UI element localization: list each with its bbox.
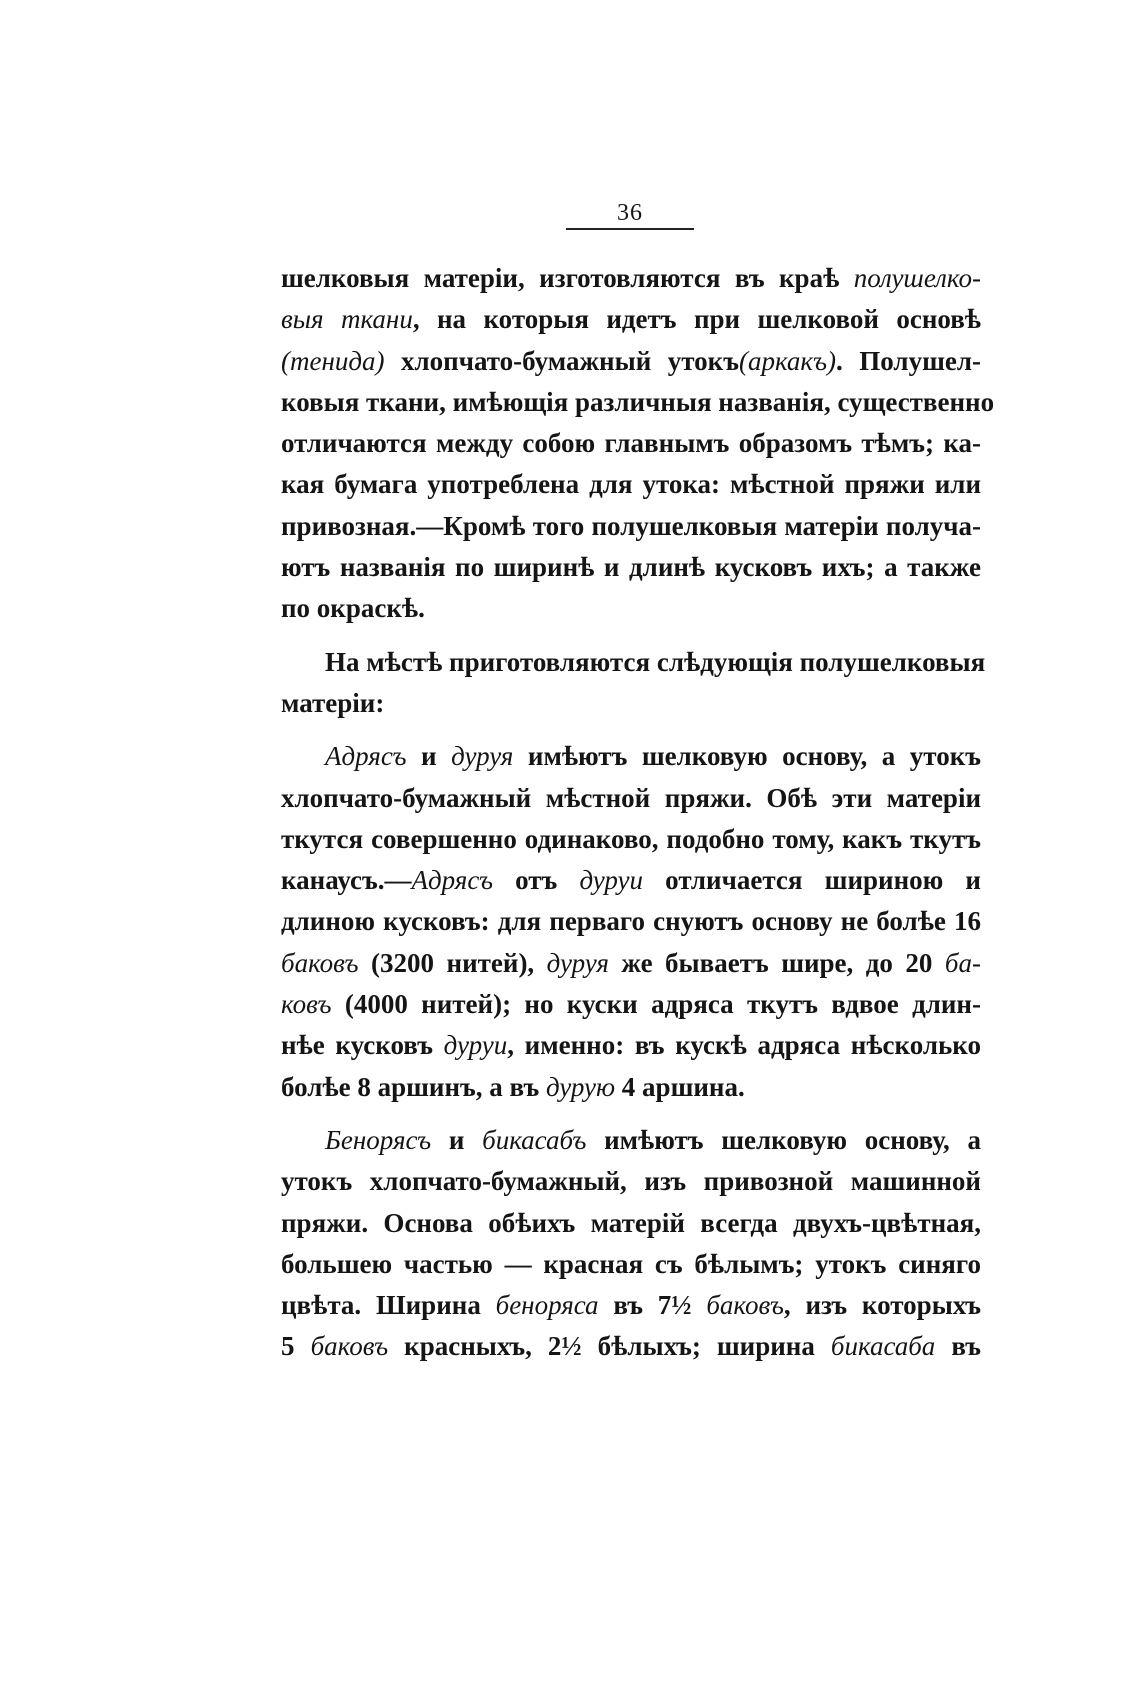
text-segment: , именно: въ кускѣ адряса нѣсколько (507, 1030, 981, 1061)
text-segment: . Полушел- (836, 345, 981, 376)
text-segment: имѣютъ шелковую основу, а (586, 1124, 981, 1155)
text-line (281, 860, 981, 901)
text-line (281, 736, 981, 777)
text-segment: и (431, 1124, 483, 1155)
italic-term: дурую (545, 1071, 616, 1102)
text-segment: (3200 нитей), (358, 947, 547, 978)
text-line (281, 464, 981, 505)
italic-term: баковъ (310, 1331, 389, 1362)
text-segment: и (406, 741, 452, 772)
italic-term: бикасаба (830, 1331, 936, 1362)
text-line (281, 1025, 981, 1066)
text-line (281, 1285, 981, 1326)
text-line (281, 943, 981, 984)
italic-term: дуруя (451, 741, 514, 772)
text-segment: матеріи: (281, 687, 385, 718)
paragraph (281, 1120, 981, 1368)
paragraph (281, 258, 995, 630)
text-line (281, 423, 981, 464)
text-segment: болѣе 8 аршинъ, а въ (281, 1071, 546, 1102)
text-line (281, 547, 981, 588)
text-line (281, 819, 981, 860)
text-segment: цвѣта. Ширина (281, 1290, 496, 1321)
paragraph-gap (281, 1108, 981, 1120)
text-line (281, 1161, 981, 1202)
paragraph (281, 736, 981, 1108)
text-segment: же бываетъ шире, до 20 (608, 947, 945, 978)
text-segment: имѣютъ шелковую основу, а утокъ (513, 741, 981, 772)
text-line (281, 683, 981, 724)
text-segment: въ 7½ (598, 1290, 707, 1321)
italic-term: ковъ (281, 989, 332, 1020)
italic-term: Бенорясъ (325, 1124, 432, 1155)
text-segment: , на которыя идетъ при шелковой основѣ (412, 304, 981, 335)
paragraph-gap (281, 724, 981, 736)
text-line (281, 1120, 981, 1161)
text-line (281, 382, 995, 423)
italic-term: бикасабъ (482, 1124, 587, 1155)
italic-term: дуруя (546, 947, 609, 978)
text-segment: На мѣстѣ приготовляются слѣдующія полушелковыя (325, 646, 986, 677)
text-segment: отъ (492, 865, 580, 896)
italic-term: (тенида) (281, 345, 385, 376)
text-segment: , изъ которыхъ (783, 1290, 981, 1321)
text-segment: ткутся совершенно одинаково, подобно тому, какъ ткутъ (281, 823, 981, 854)
italic-term: баковъ (706, 1290, 784, 1321)
text-line (281, 258, 981, 299)
text-segment: нѣе кусковъ (281, 1030, 444, 1061)
text-line (281, 588, 981, 629)
text-segment: шелковыя матеріи, изготовляются въ краѣ (281, 263, 854, 293)
text-line (281, 642, 986, 683)
page-number: 36 (617, 200, 643, 226)
text-segment: въ (935, 1331, 982, 1362)
page-number-rule (566, 228, 694, 230)
text-segment: хлопчато-бумажный утокъ (384, 345, 739, 376)
text-segment: кая бумага употреблена для утока: мѣстной пряжи или (281, 469, 981, 500)
text-line (281, 299, 981, 340)
text-segment: канаусъ.— (281, 865, 412, 896)
text-segment: отличается шириною и (643, 865, 981, 896)
text-segment: по окраскѣ. (281, 593, 425, 624)
text-segment: большею частью — красная съ бѣлымъ; утокъ синяго (281, 1248, 981, 1279)
text-segment: пряжи. Основа обѣихъ матерій всегда двухъ-цвѣтная, (281, 1207, 981, 1238)
text-line (281, 1244, 981, 1285)
italic-term: Адрясъ (325, 741, 407, 772)
text-line (281, 1203, 981, 1244)
text-segment: 4 аршина. (615, 1071, 745, 1102)
italic-term: дуруи (579, 865, 644, 896)
italic-term: (аркакъ) (738, 345, 837, 376)
text-line (281, 506, 981, 547)
text-line (281, 1067, 981, 1108)
text-segment: ютъ названія по ширинѣ и длинѣ кусковъ ихъ; а также (281, 552, 981, 583)
text-segment: привозная.—Кромѣ того полушелковыя матеріи получа- (281, 510, 981, 541)
italic-term: ба- (944, 947, 981, 978)
italic-term: Адрясъ (411, 865, 493, 896)
text-segment: длиною кусковъ: для перваго снуютъ основу не болѣе 16 (281, 906, 981, 937)
italic-term: выя ткани (281, 304, 413, 335)
text-segment: красныхъ, 2½ бѣлыхъ; ширина (388, 1331, 831, 1362)
text-line (281, 341, 981, 382)
text-segment: ковыя ткани, имѣющія различныя названія, существенно (281, 386, 995, 417)
paragraph (281, 642, 986, 725)
text-line (281, 984, 981, 1025)
text-segment: хлопчато-бумажный мѣстной пряжи. Обѣ эти матеріи (281, 782, 981, 813)
text-segment: 5 (281, 1331, 311, 1362)
text-line (281, 1326, 981, 1367)
text-line (281, 901, 981, 942)
body-text (281, 258, 995, 1368)
text-segment: отличаются между собою главнымъ образомъ тѣмъ; ка- (281, 428, 981, 459)
paragraph-gap (281, 630, 981, 642)
text-line (281, 778, 981, 819)
text-segment: утокъ хлопчато-бумажный, изъ привозной машинной (281, 1166, 981, 1197)
text-segment: (4000 нитей); но куски адряса ткутъ вдвое длин- (331, 989, 981, 1020)
italic-term: полушелко- (853, 263, 981, 293)
italic-term: беноряса (495, 1290, 599, 1321)
italic-term: баковъ (281, 947, 359, 978)
italic-term: дуруи (443, 1030, 508, 1061)
